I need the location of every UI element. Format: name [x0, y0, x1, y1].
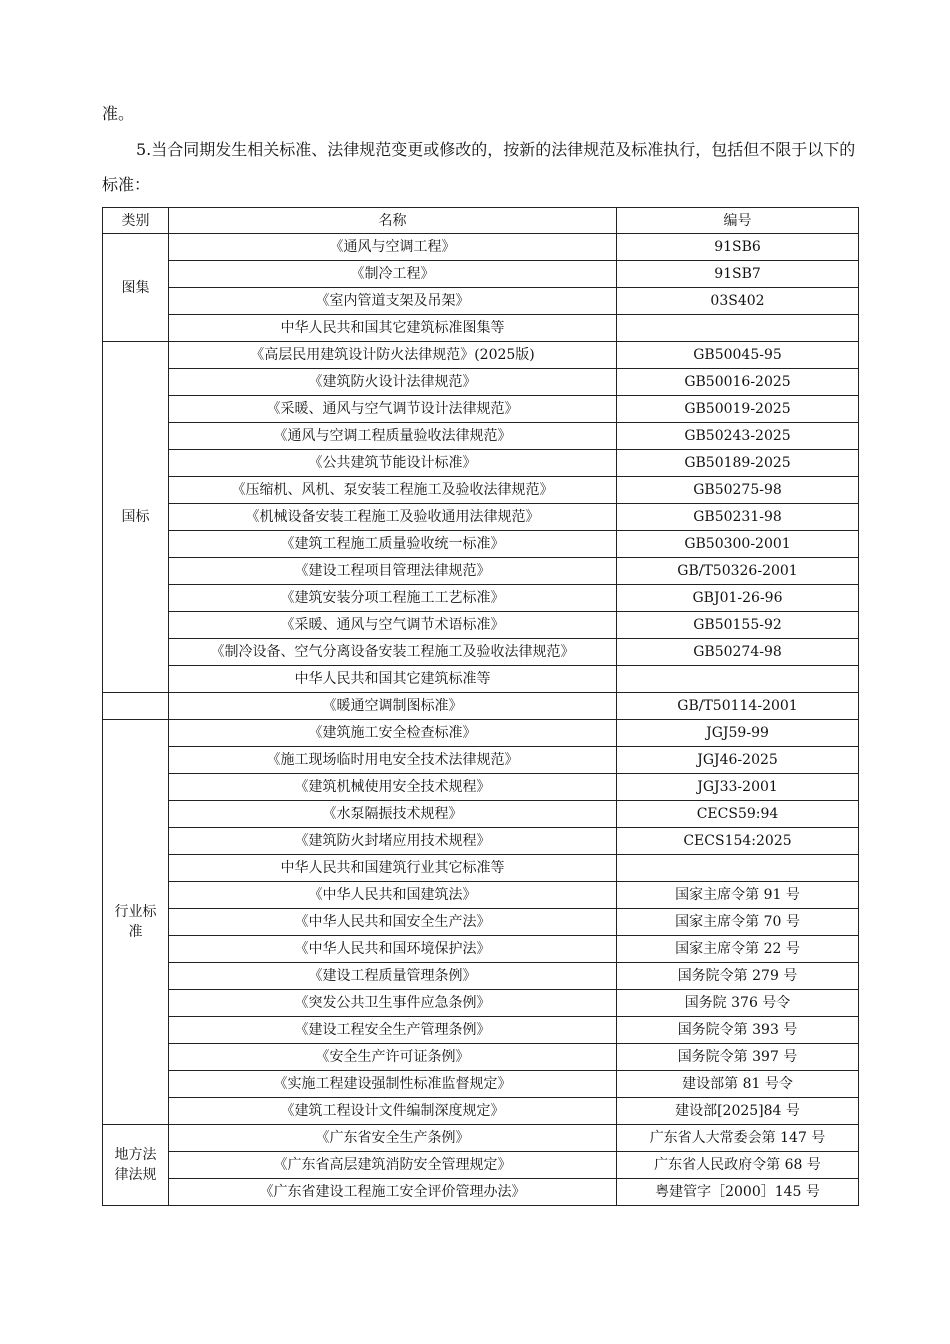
standard-name-cell: 中华人民共和国建筑行业其它标准等 — [169, 855, 617, 882]
table-row — [103, 936, 859, 963]
standards-table — [102, 207, 859, 1206]
intro-paragraph: 5.当合同期发生相关标准、法律规范变更或修改的，按新的法律规范及标准执行，包括但不限于以下的标准： — [102, 140, 856, 194]
standard-code-cell: 国务院 376 号令 — [617, 990, 859, 1017]
standard-name-cell: 《建筑施工安全检查标准》 — [169, 720, 617, 747]
table-body — [103, 234, 859, 1206]
standard-name-cell: 《水泵隔振技术规程》 — [169, 801, 617, 828]
table-row — [103, 963, 859, 990]
table-row — [103, 882, 859, 909]
table-row — [103, 828, 859, 855]
header-code: 编号 — [617, 208, 859, 234]
table-row — [103, 693, 859, 720]
standard-code-cell: 国家主席令第 70 号 — [617, 909, 859, 936]
table-row — [103, 747, 859, 774]
standard-name-cell: 《施工现场临时用电安全技术法律规范》 — [169, 747, 617, 774]
standard-name-cell: 《采暖、通风与空气调节设计法律规范》 — [169, 396, 617, 423]
standard-name-cell: 《广东省安全生产条例》 — [169, 1125, 617, 1152]
standard-code-cell: JGJ46-2025 — [617, 747, 859, 774]
header-category: 类别 — [103, 208, 169, 234]
standard-code-cell — [617, 315, 859, 342]
standard-code-cell: CECS59:94 — [617, 801, 859, 828]
standard-name-cell: 《暖通空调制图标准》 — [169, 693, 617, 720]
standard-name-cell: 《建筑工程施工质量验收统一标准》 — [169, 531, 617, 558]
standard-name-cell: 《制冷工程》 — [169, 261, 617, 288]
standard-name-cell: 中华人民共和国其它建筑标准图集等 — [169, 315, 617, 342]
table-row — [103, 342, 859, 369]
category-cell: 地方法 律法规 — [103, 1125, 169, 1206]
standard-code-cell: 粤建管字［2000］145 号 — [617, 1179, 859, 1206]
standard-code-cell — [617, 666, 859, 693]
category-cell: 图集 — [103, 234, 169, 342]
standard-code-cell: GB/T50114-2001 — [617, 693, 859, 720]
standard-name-cell: 《建设工程安全生产管理条例》 — [169, 1017, 617, 1044]
standard-name-cell: 《广东省建设工程施工安全评价管理办法》 — [169, 1179, 617, 1206]
standard-name-cell: 中华人民共和国其它建筑标准等 — [169, 666, 617, 693]
standard-name-cell: 《机械设备安装工程施工及验收通用法律规范》 — [169, 504, 617, 531]
category-cell: 行业标 准 — [103, 720, 169, 1125]
table-row — [103, 369, 859, 396]
standard-code-cell: GB/T50326-2001 — [617, 558, 859, 585]
category-cell — [103, 693, 169, 720]
table-row — [103, 504, 859, 531]
table-row — [103, 396, 859, 423]
table-row — [103, 774, 859, 801]
standard-code-cell: GB50019-2025 — [617, 396, 859, 423]
standard-code-cell: 国务院令第 397 号 — [617, 1044, 859, 1071]
standard-name-cell: 《压缩机、风机、泵安装工程施工及验收法律规范》 — [169, 477, 617, 504]
table-row — [103, 234, 859, 261]
standard-code-cell: 91SB7 — [617, 261, 859, 288]
standard-code-cell: GB50045-95 — [617, 342, 859, 369]
table-row — [103, 288, 859, 315]
standard-code-cell: 91SB6 — [617, 234, 859, 261]
standard-name-cell: 《中华人民共和国建筑法》 — [169, 882, 617, 909]
standard-code-cell: GB50155-92 — [617, 612, 859, 639]
header-name: 名称 — [169, 208, 617, 234]
standard-code-cell: 建设部[2025]84 号 — [617, 1098, 859, 1125]
standard-code-cell: 建设部第 81 号令 — [617, 1071, 859, 1098]
table-row — [103, 558, 859, 585]
standard-code-cell: 国家主席令第 22 号 — [617, 936, 859, 963]
table-row — [103, 1125, 859, 1152]
standard-name-cell: 《建筑工程设计文件编制深度规定》 — [169, 1098, 617, 1125]
table-row — [103, 855, 859, 882]
table-row — [103, 315, 859, 342]
table-row — [103, 1044, 859, 1071]
standard-code-cell: GB50189-2025 — [617, 450, 859, 477]
table-row — [103, 1017, 859, 1044]
standard-code-cell: 国务院令第 279 号 — [617, 963, 859, 990]
category-cell: 国标 — [103, 342, 169, 693]
table-row — [103, 1152, 859, 1179]
standard-name-cell: 《制冷设备、空气分离设备安装工程施工及验收法律规范》 — [169, 639, 617, 666]
table-row — [103, 639, 859, 666]
standard-name-cell: 《建设工程项目管理法律规范》 — [169, 558, 617, 585]
standard-name-cell: 《通风与空调工程质量验收法律规范》 — [169, 423, 617, 450]
table-row — [103, 612, 859, 639]
standard-name-cell: 《采暖、通风与空气调节术语标准》 — [169, 612, 617, 639]
standard-name-cell: 《突发公共卫生事件应急条例》 — [169, 990, 617, 1017]
standard-code-cell: GB50243-2025 — [617, 423, 859, 450]
table-row — [103, 261, 859, 288]
standard-name-cell: 《安全生产许可证条例》 — [169, 1044, 617, 1071]
standard-code-cell — [617, 855, 859, 882]
standard-name-cell: 《公共建筑节能设计标准》 — [169, 450, 617, 477]
table-row — [103, 666, 859, 693]
standard-name-cell: 《高层民用建筑设计防火法律规范》(2025版) — [169, 342, 617, 369]
table-row — [103, 450, 859, 477]
standard-code-cell: JGJ33-2001 — [617, 774, 859, 801]
table-row — [103, 1098, 859, 1125]
standard-name-cell: 《广东省高层建筑消防安全管理规定》 — [169, 1152, 617, 1179]
standard-code-cell: 国家主席令第 91 号 — [617, 882, 859, 909]
standard-name-cell: 《中华人民共和国环境保护法》 — [169, 936, 617, 963]
standard-code-cell: GB50231-98 — [617, 504, 859, 531]
table-row — [103, 423, 859, 450]
standard-code-cell: JGJ59-99 — [617, 720, 859, 747]
standard-code-cell: 广东省人大常委会第 147 号 — [617, 1125, 859, 1152]
table-row — [103, 531, 859, 558]
standard-code-cell: GB50275-98 — [617, 477, 859, 504]
standard-name-cell: 《通风与空调工程》 — [169, 234, 617, 261]
standard-code-cell: 国务院令第 393 号 — [617, 1017, 859, 1044]
standard-name-cell: 《建筑机械使用安全技术规程》 — [169, 774, 617, 801]
table-row — [103, 1071, 859, 1098]
intro-line-1: 准。 — [102, 104, 135, 123]
standard-name-cell: 《建筑防火封堵应用技术规程》 — [169, 828, 617, 855]
standard-code-cell: GB50300-2001 — [617, 531, 859, 558]
standard-name-cell: 《建筑安装分项工程施工工艺标准》 — [169, 585, 617, 612]
standard-name-cell: 《建筑防火设计法律规范》 — [169, 369, 617, 396]
table-row — [103, 477, 859, 504]
standard-code-cell: GB50274-98 — [617, 639, 859, 666]
table-row — [103, 801, 859, 828]
table-row — [103, 585, 859, 612]
table-header-row — [103, 208, 859, 234]
standard-name-cell: 《中华人民共和国安全生产法》 — [169, 909, 617, 936]
standard-name-cell: 《室内管道支架及吊架》 — [169, 288, 617, 315]
table-row — [103, 1179, 859, 1206]
standard-code-cell: GBJ01-26-96 — [617, 585, 859, 612]
standard-code-cell: 广东省人民政府令第 68 号 — [617, 1152, 859, 1179]
standard-name-cell: 《实施工程建设强制性标准监督规定》 — [169, 1071, 617, 1098]
table-row — [103, 720, 859, 747]
standard-code-cell: GB50016-2025 — [617, 369, 859, 396]
table-row — [103, 909, 859, 936]
standard-code-cell: CECS154:2025 — [617, 828, 859, 855]
table-row — [103, 990, 859, 1017]
standard-name-cell: 《建设工程质量管理条例》 — [169, 963, 617, 990]
standard-code-cell: 03S402 — [617, 288, 859, 315]
